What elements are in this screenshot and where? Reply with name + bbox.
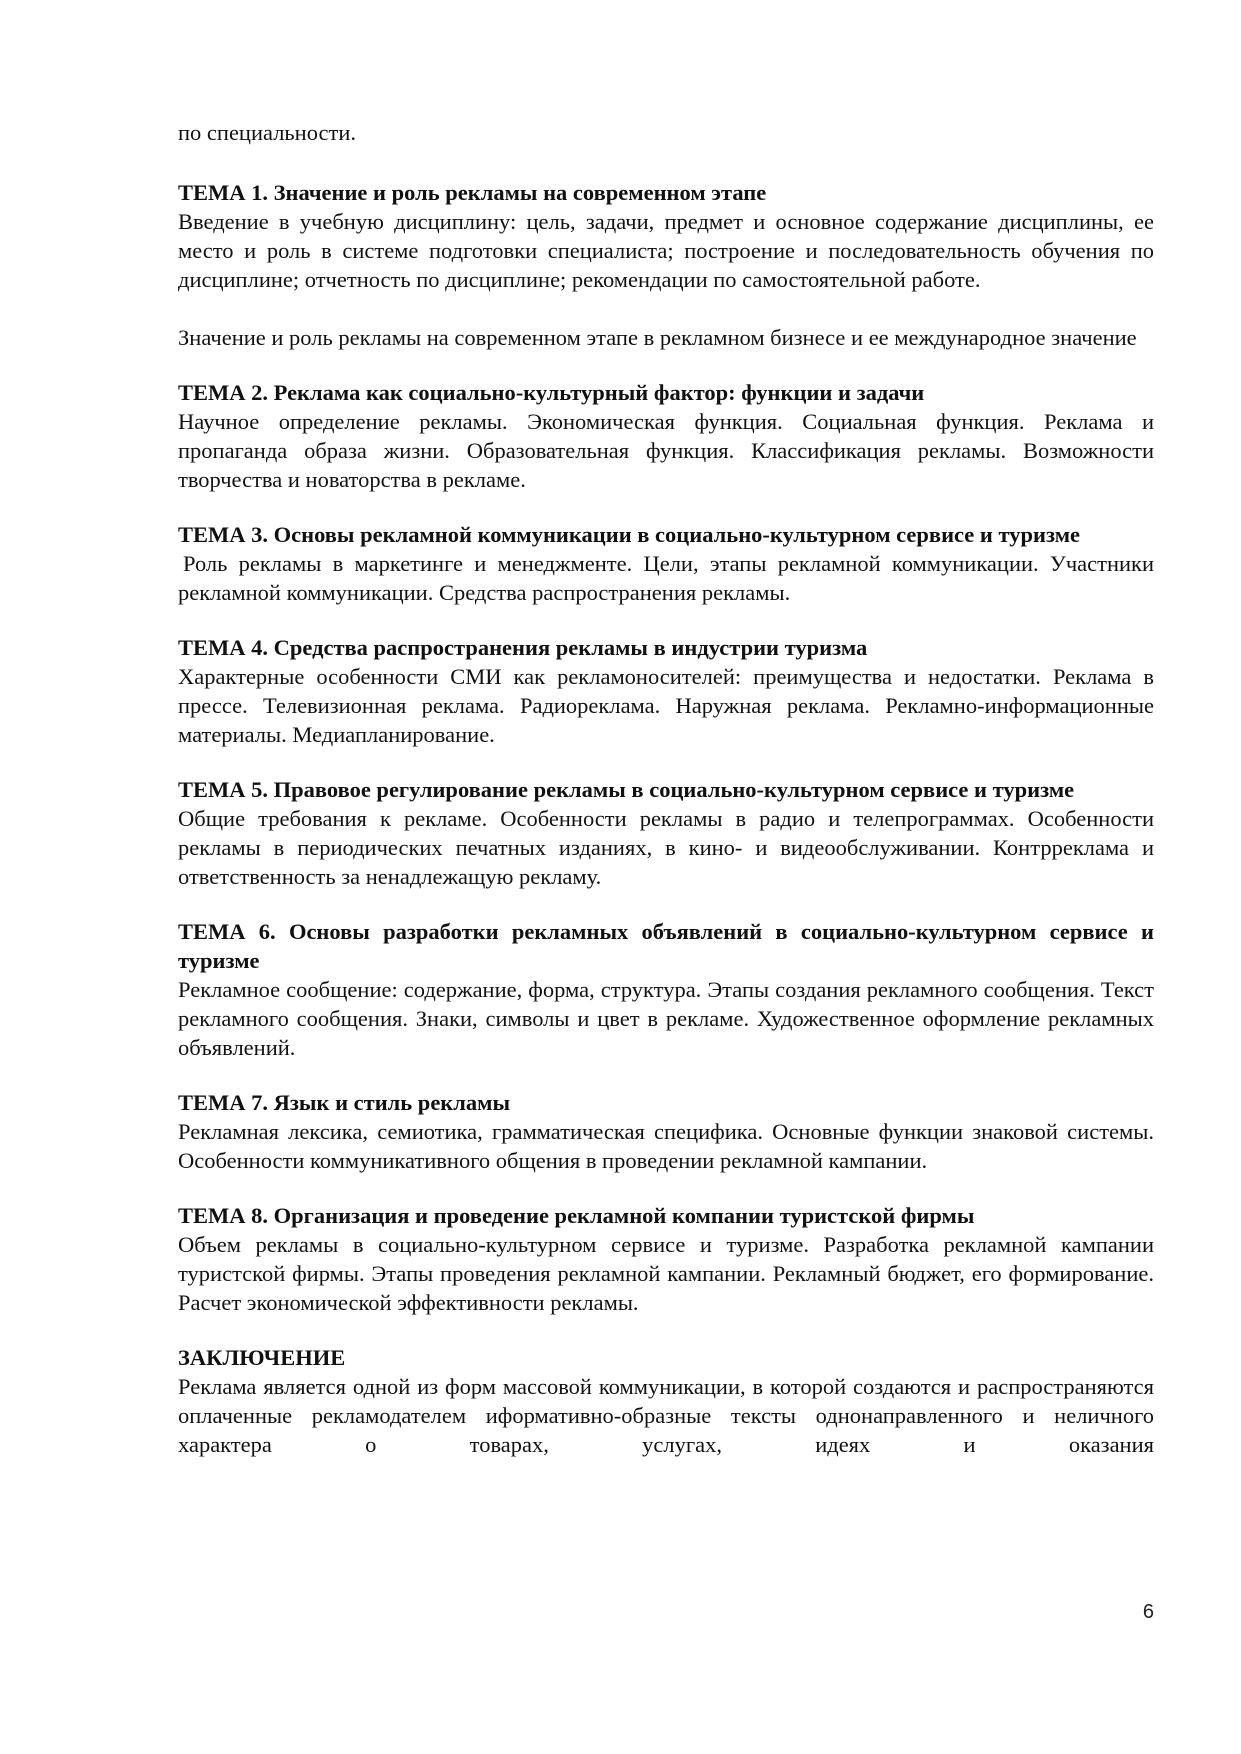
topic-2-paragraph-1: Научное определение рекламы. Экономическая функция. Социальная функция. Реклама и пропаганда образа жизни. Образовательная функция. Классификация рекламы. Возможности творчества и новаторства в рекламе. [178,409,1154,492]
topic-4 [178,633,1154,749]
topic-3 [178,520,1154,607]
topic-5-title: ТЕМА 5. Правовое регулирование рекламы в социально-культурном сервисе и туризме [178,777,1075,802]
topic-5 [178,775,1154,891]
topic-6-paragraph-1: Рекламное сообщение: содержание, форма, структура. Этапы создания рекламного сообщения. Текст рекламного сообщения. Знаки, символы и цвет в рекламе. Художественное оформление рекламных объявлений. [178,977,1154,1060]
topic-7-paragraph-1: Рекламная лексика, семиотика, грамматическая специфика. Основные функции знаковой системы. Особенности коммуникативного общения в проведении рекламной кампании. [178,1119,1154,1173]
topic-1 [178,178,1154,352]
topic-5-paragraph-1: Общие требования к рекламе. Особенности рекламы в радио и телепрограммах. Особенности рекламы в периодических печатных изданиях, в кино- и видеообслуживании. Контрреклама и ответственность за ненадлежащую рекламу. [178,806,1154,889]
topic-8 [178,1201,1154,1317]
conclusion-section [178,1343,1154,1459]
topic-1-paragraph-1: Введение в учебную дисциплину: цель, задачи, предмет и основное содержание дисциплины, ее место и роль в системе подготовки специалиста; построение и последовательность обучения по дисциплине; отчетность по дисциплине; рекомендации по самостоятельной работе. [178,209,1154,292]
page-number: 6 [1142,1601,1154,1623]
topic-2 [178,378,1154,494]
topic-8-title: ТЕМА 8. Организация и проведение рекламной компании туристской фирмы [178,1203,975,1228]
topic-3-paragraph-1: Роль рекламы в маркетинге и менеджменте. Цели, этапы рекламной коммуникации. Участники рекламной коммуникации. Средства распространения рекламы. [178,551,1154,605]
topic-4-title: ТЕМА 4. Средства распространения рекламы в индустрии туризма [178,635,868,660]
conclusion-text: Реклама является одной из форм массовой коммуникации, в которой создаются и распространяются оплаченные рекламодателем иформативно-образные тексты однонаправленного и неличного характера о товарах, услугах, идеях и оказания [178,1374,1154,1457]
topic-3-title: ТЕМА 3. Основы рекламной коммуникации в социально-культурном сервисе и туризме [178,522,1081,547]
topic-6-title: ТЕМА 6. Основы разработки рекламных объявлений в социально-культурном сервисе и туризме [178,919,1154,973]
document-page [178,118,1154,1459]
topic-8-paragraph-1: Объем рекламы в социально-культурном сервисе и туризме. Разработка рекламной кампании туристской фирмы. Этапы проведения рекламной кампании. Рекламный бюджет, его формирование. Расчет экономической эффективности рекламы. [178,1232,1154,1315]
conclusion-title: ЗАКЛЮЧЕНИЕ [178,1345,346,1370]
topic-1-paragraph-2: Значение и роль рекламы на современном этапе в рекламном бизнесе и ее международное значение [178,325,1137,350]
topic-4-paragraph-1: Характерные особенности СМИ как рекламоносителей: преимущества и недостатки. Реклама в прессе. Телевизионная реклама. Радиореклама. Наружная реклама. Рекламно-информационные материалы. Медиапланирование. [178,664,1154,747]
topic-1-title: ТЕМА 1. Значение и роль рекламы на современном этапе [178,180,767,205]
intro-tail-text: по специальности. [178,120,357,145]
topic-7 [178,1088,1154,1175]
topic-6 [178,917,1154,1062]
topic-2-title: ТЕМА 2. Реклама как социально-культурный фактор: функции и задачи [178,380,925,405]
topic-7-title: ТЕМА 7. Язык и стиль рекламы [178,1090,511,1115]
